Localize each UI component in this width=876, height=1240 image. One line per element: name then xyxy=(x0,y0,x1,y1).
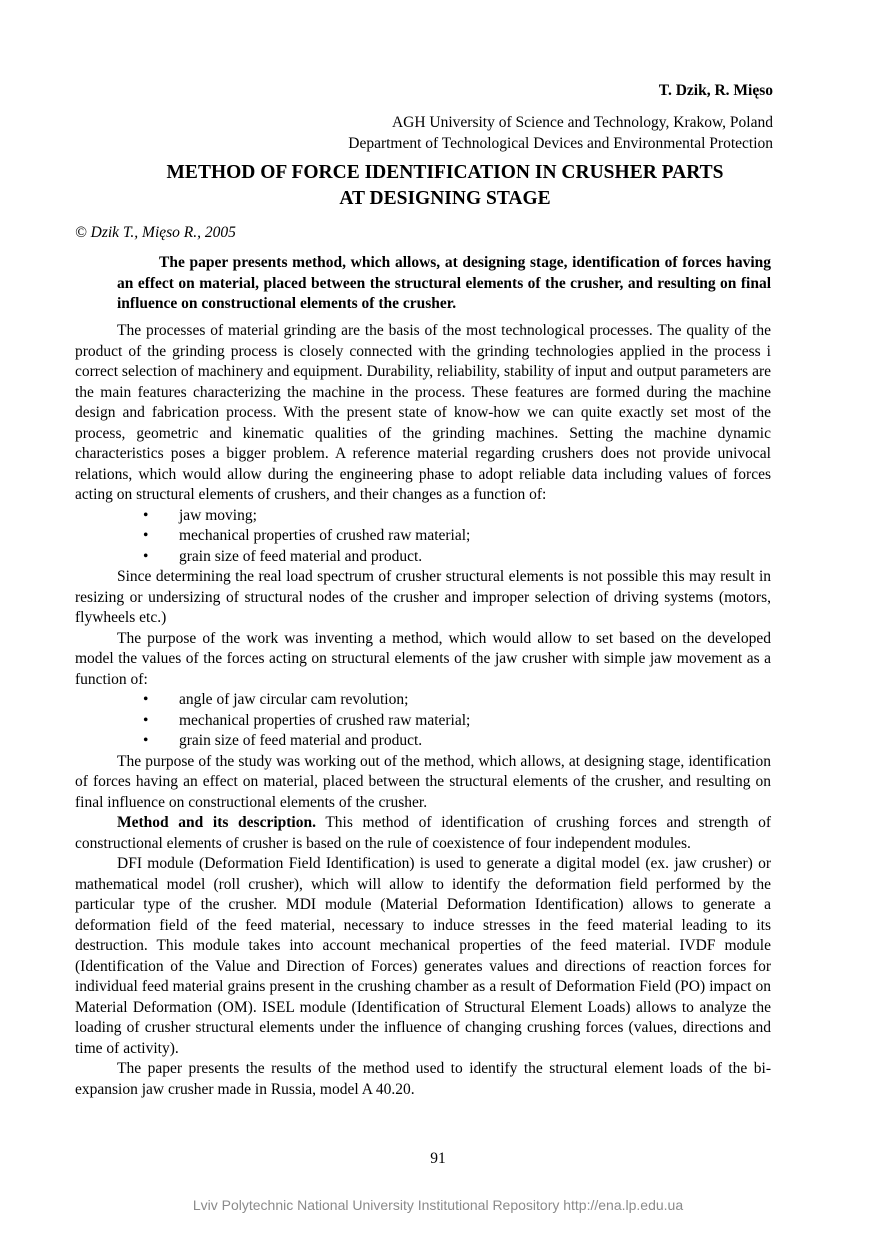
list-item xyxy=(75,711,771,732)
body-text xyxy=(75,321,771,1100)
list-item xyxy=(75,547,771,568)
bullet-icon: • xyxy=(143,732,149,749)
copyright: © Dzik T., Mięso R., 2005 xyxy=(75,224,236,241)
list-item-text: mechanical properties of crushed raw material; xyxy=(179,711,471,729)
authors: T. Dzik, R. Mięso xyxy=(658,82,773,99)
page-number: 91 xyxy=(430,1150,446,1167)
repository-footer: Lviv Polytechnic National University Institutional Repository http://ena.lp.edu.ua xyxy=(192,1197,684,1213)
abstract: The paper presents method, which allows, at designing stage, identification of forces having an effect on material, placed between the structural elements of the crusher, and resulting on final influence on constructional elements of the crusher. xyxy=(117,254,771,312)
list-item-text: mechanical properties of crushed raw material; xyxy=(179,527,471,544)
paragraph: The purpose of the study was working out of the method, which allows, at designing stage, identification of forces having an effect on material, placed between the structural elements of the crusher, and resulting on final influence on constructional elements of the crusher. xyxy=(75,752,771,811)
list-item xyxy=(75,506,771,527)
bullet-icon: • xyxy=(143,547,149,565)
list-item xyxy=(75,526,771,547)
bullet-icon: • xyxy=(143,506,149,524)
list-item-text: grain size of feed material and product. xyxy=(179,547,423,565)
bullet-icon: • xyxy=(143,527,149,544)
bullet-list xyxy=(75,506,771,568)
affiliation-line: Department of Technological Devices and Environmental Protection xyxy=(348,135,773,152)
title-line: METHOD OF FORCE IDENTIFICATION IN CRUSHER PARTS xyxy=(166,162,724,183)
list-item-text: jaw moving; xyxy=(179,506,257,524)
section-heading: Method and its description. xyxy=(117,814,316,831)
paper-title xyxy=(60,160,830,212)
list-item xyxy=(75,731,771,752)
list-item-text: angle of jaw circular cam revolution; xyxy=(179,691,409,708)
paragraph: DFI module (Deformation Field Identification) is used to generate a digital model (ex. jaw crusher) or mathematical model (roll crusher), which will allow to identify the deformation field performed by the particular type of the crusher. MDI module (Material Deformation Identification) allows to generate a deformation field of the feed material, necessary to induce stresses in the feed material leading to its destruction. This module takes into account mechanical properties of the feed material. IVDF module (Identification of the Value and Direction of Forces) generates values and directions of reaction forces for individual feed material grains present in the crushing chamber as a result of Deformation Field (PO) impact on Material Deformation (OM). ISEL module (Identification of Structural Element Loads) allows to analyze the loading of crusher structural elements under the influence of changing crushing forces (values, directions and time of activity). xyxy=(75,855,771,1057)
bullet-icon: • xyxy=(143,711,149,729)
paragraph: Since determining the real load spectrum of crusher structural elements is not possible this may result in resizing or undersizing of structural nodes of the crusher and improper selection of driving systems (motors, flywheels etc.) xyxy=(75,568,771,626)
paragraph-text: This method of identification of crushing forces and strength of constructional elements of crusher is based on the rule of coexistence of four independent modules. xyxy=(75,814,771,852)
paragraph: The paper presents the results of the method used to identify the structural element loads of the bi-expansion jaw crusher made in Russia, model A 40.20. xyxy=(75,1060,771,1098)
list-item xyxy=(75,690,771,711)
list-item-text: grain size of feed material and product. xyxy=(179,732,423,749)
paragraph xyxy=(75,813,771,854)
affiliation xyxy=(348,112,773,154)
title-line: AT DESIGNING STAGE xyxy=(339,188,551,209)
paragraph: The purpose of the work was inventing a method, which would allow to set based on the developed model the values of the forces acting on structural elements of the jaw crusher with simple jaw movement as a function of: xyxy=(75,629,771,688)
bullet-icon: • xyxy=(143,691,149,708)
paragraph: The processes of material grinding are the basis of the most technological processes. The quality of the product of the grinding process is closely connected with the grinding technologies applied in the process i correct selection of machinery and equipment. Durability, reliability, stability of input and output parameters are the main features characterizing the machine in the process. These features are formed during the machine design and fabrication process. With the present state of know-how we can quite exactly set most of the process, geometric and kinematic qualities of the grinding machines. Setting the machine dynamic characteristics poses a bigger problem. A reference material regarding crushers does not provide univocal relations, which would allow during the engineering phase to adopt reliable data including values of forces acting on structural elements of crushers, and their changes as a function of: xyxy=(75,322,771,503)
affiliation-line: AGH University of Science and Technology, Krakow, Poland xyxy=(391,114,773,131)
bullet-list xyxy=(75,690,771,752)
